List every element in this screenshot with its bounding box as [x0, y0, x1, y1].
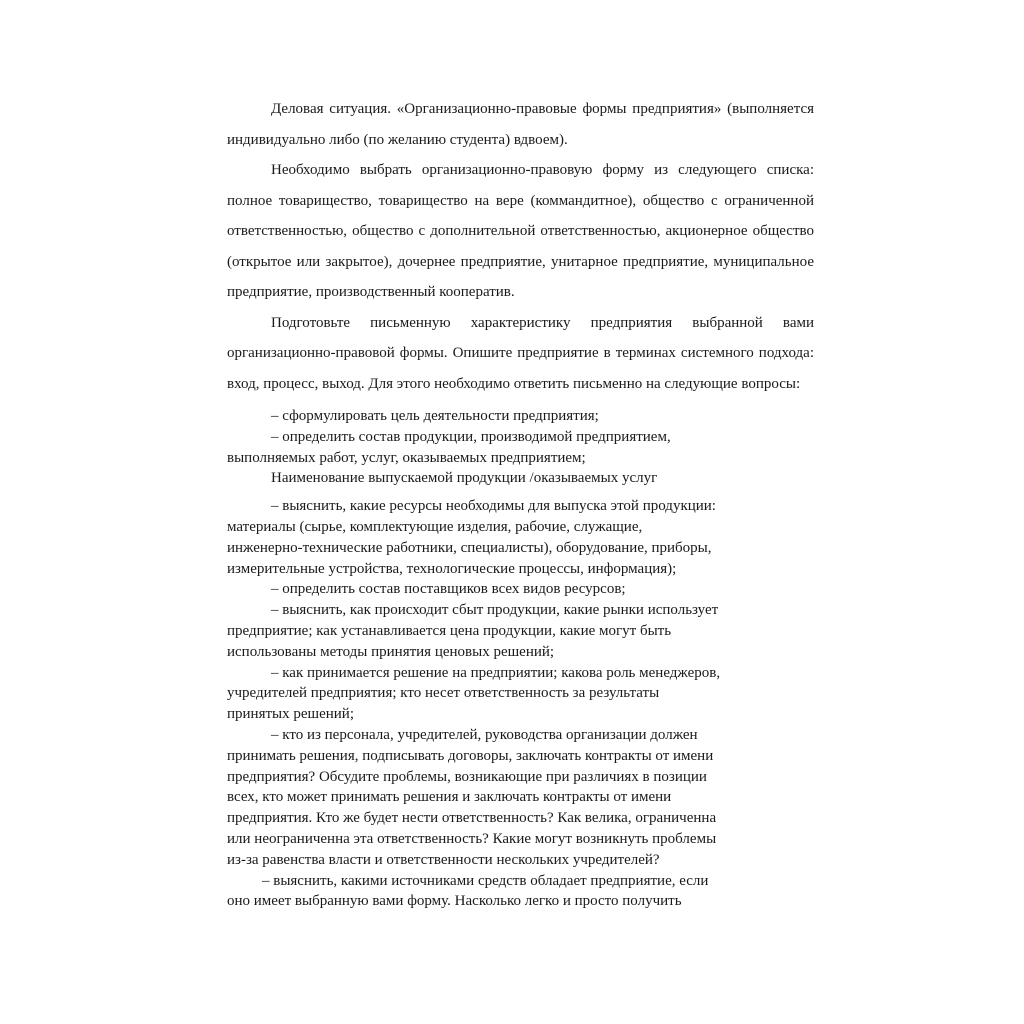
text-line: принимать решения, подписывать договоры, заключать контракты от имени	[227, 747, 714, 764]
text-line: всех, кто может принимать решения и заключать контракты от имени	[227, 789, 672, 806]
list-item-products: – определить состав продукции, производимой предприятием,	[271, 428, 671, 445]
text-line: использованы методы принятия ценовых решений;	[227, 643, 555, 660]
text-line: измерительные устройства, технологические процессы, информация);	[227, 560, 677, 577]
text-line: или неограниченна эта ответственность? Какие могут возникнуть проблемы	[227, 830, 717, 847]
list-item-decisions: – как принимается решение на предприятии; какова роль менеджеров,	[271, 664, 721, 681]
text-line: оно имеет выбранную вами форму. Насколько легко и просто получить	[227, 893, 682, 910]
text-line: принятых решений;	[227, 706, 354, 723]
text-line: инженерно-технические работники, специалисты), оборудование, приборы,	[227, 539, 712, 556]
text-line: из-за равенства власти и ответственности нескольких учредителей?	[227, 851, 660, 868]
list-item-authority: – кто из персонала, учредителей, руководства организации должен	[271, 726, 698, 743]
document-page	[227, 94, 814, 912]
list-item-resources: – выяснить, какие ресурсы необходимы для выпуска этой продукции:	[271, 498, 716, 515]
paragraph-task: Подготовьте письменную характеристику предприятия выбранной вами организационно-правовой формы. Опишите предприятие в терминах системного подхода: вход, процесс, выход. Для этого необходимо ответить письменно на следующие вопросы:	[227, 314, 814, 392]
list-item-sales: – выяснить, как происходит сбыт продукции, какие рынки использует	[271, 602, 719, 619]
list-item-goal: – сформулировать цель деятельности предприятия;	[271, 408, 599, 424]
list-item-funding: – выяснить, какими источниками средств обладает предприятие, если	[262, 872, 709, 889]
text-line: материалы (сырье, комплектующие изделия, рабочие, служащие,	[227, 518, 643, 535]
list-item-suppliers: – определить состав поставщиков всех видов ресурсов;	[271, 581, 626, 598]
text-line: предприятие; как устанавливается цена продукции, какие могут быть	[227, 622, 672, 639]
text-line: учредителей предприятия; кто несет ответственность за результаты	[227, 685, 660, 702]
text-line: предприятия. Кто же будет нести ответственность? Как велика, ограниченна	[227, 810, 717, 827]
paragraph-forms-list: Необходимо выбрать организационно-правовую форму из следующего списка: полное товарищество, товарищество на вере (коммандитное), общество с ограниченной ответственностью, общество с дополнительной ответственностью, акционерное общество (открытое или закрытое), дочернее предприятие, унитарное предприятие, муниципальное предприятие, производственный кооператив.	[227, 162, 814, 300]
list-item-products-cont: выполняемых работ, услуг, оказываемых предприятием;	[227, 449, 586, 466]
text-line: предприятия? Обсудите проблемы, возникающие при различиях в позиции	[227, 768, 707, 785]
products-label: Наименование выпускаемой продукции /оказываемых услуг	[271, 470, 658, 487]
paragraph-title: Деловая ситуация. «Организационно-правовые формы предприятия» (выполняется индивидуально либо (по желанию студента) вдвоем).	[227, 101, 814, 148]
